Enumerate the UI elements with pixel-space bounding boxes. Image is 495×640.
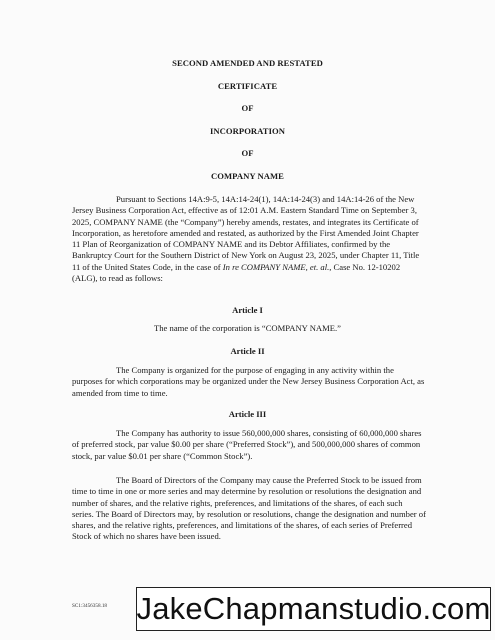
title-line-4: INCORPORATION (210, 126, 285, 136)
article-1-heading: Article I (232, 305, 263, 315)
document-code: SC1:3456358.18 (72, 603, 108, 609)
title-line-5: OF (241, 148, 254, 158)
watermark-text: JakeChapmanstudio.com (136, 591, 491, 626)
title-line-1: SECOND AMENDED AND RESTATED (172, 58, 323, 68)
article-3-text-2: The Board of Directors of the Company may cause the Preferred Stock to be issued from time to time in one or more series and may determine by resolution or resolutions the designation and number of shares, and the relative rights, preferences, and limitations of the shares, of each such series. The Board of Directors may, by resolution or resolutions, change the designation and number of shares, and the relative rights, preferences, and limitations of the shares, of each series of Preferred Stock of which no shares have been issued. (72, 475, 426, 542)
intro-text-part1: Pursuant to Sections 14A:9-5, 14A:14-24(1), 14A:14-24(3) and 14A:14-26 of the New Jersey Business Corporation Act, effective as of 12:01 A.M. Eastern Standard Time on September 3, 2025, COMPANY NAME (the “Company”) hereby amends, restates, and integrates its Certificate of Incorporation, as heretofore amended and restated, as authorized by the First Amended Joint Chapter 11 Plan of Reorganization of COMPANY NAME and its Debtor Affiliates, confirmed by the Bankruptcy Court for the Southern District of New York on August 23, 2025, under Chapter 11, Title 11 of the United States Code, in the case of (72, 194, 420, 272)
article-2-paragraph (72, 365, 426, 399)
watermark-banner (136, 587, 491, 631)
article-3-paragraph-1 (72, 428, 426, 462)
title-line-6: COMPANY NAME (211, 171, 284, 181)
article-3-text-1: The Company has authority to issue 560,000,000 shares, consisting of 60,000,000 shares of preferred stock, par value $0.00 per share (“Preferred Stock”), and 500,000,000 shares of common stock, par value $0.01 per share (“Common Stock”). (72, 428, 422, 461)
intro-paragraph (72, 194, 426, 284)
article-3-paragraph-2 (72, 475, 426, 543)
article-2-text: The Company is organized for the purpose of engaging in any activity within the purposes for which corporations may be organized under the New Jersey Business Corporation Act, as amended from time to time. (72, 365, 425, 398)
intro-text-part2: , Case No. 12-10202 (ALG), to read as follows: (72, 261, 401, 284)
article-3-heading: Article III (228, 409, 267, 419)
title-line-3: OF (241, 103, 254, 113)
title-line-2: CERTIFICATE (217, 81, 278, 91)
article-2-heading: Article II (230, 346, 265, 356)
intro-case-name: In re COMPANY NAME, et. al. (222, 261, 330, 272)
article-1-text: The name of the corporation is “COMPANY NAME.” (154, 323, 341, 333)
